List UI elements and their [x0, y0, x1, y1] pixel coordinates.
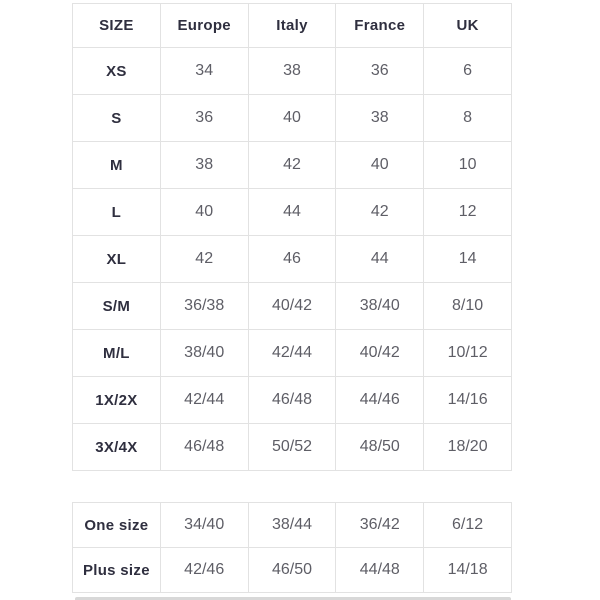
column-header: SIZE: [73, 4, 161, 48]
size-value-cell: 42/46: [160, 548, 248, 593]
row-label: XL: [73, 236, 161, 283]
table-row: [73, 95, 512, 142]
size-value-cell: 38/40: [336, 283, 424, 330]
row-label: 3X/4X: [73, 424, 161, 471]
size-value-cell: 36: [336, 48, 424, 95]
size-value-cell: 38: [160, 142, 248, 189]
table-row: [73, 142, 512, 189]
size-value-cell: 8: [424, 95, 512, 142]
size-value-cell: 14: [424, 236, 512, 283]
column-header: Europe: [160, 4, 248, 48]
size-value-cell: 48/50: [336, 424, 424, 471]
size-value-cell: 40/42: [248, 283, 336, 330]
column-header: France: [336, 4, 424, 48]
size-value-cell: 44: [248, 189, 336, 236]
size-value-cell: 6/12: [424, 503, 512, 548]
size-value-cell: 42: [248, 142, 336, 189]
size-value-cell: 46/50: [248, 548, 336, 593]
size-value-cell: 44/46: [336, 377, 424, 424]
header-row: [73, 4, 512, 48]
table-row: [73, 503, 512, 548]
size-table-header: [73, 4, 512, 48]
row-label: Plus size: [73, 548, 161, 593]
size-value-cell: 38: [248, 48, 336, 95]
one-size-table: [72, 502, 512, 593]
row-label: One size: [73, 503, 161, 548]
size-value-cell: 10/12: [424, 330, 512, 377]
size-value-cell: 46/48: [160, 424, 248, 471]
size-value-cell: 50/52: [248, 424, 336, 471]
size-value-cell: 14/16: [424, 377, 512, 424]
one-size-table-body: [73, 503, 512, 593]
size-value-cell: 12: [424, 189, 512, 236]
size-value-cell: 34: [160, 48, 248, 95]
size-value-cell: 42: [336, 189, 424, 236]
size-value-cell: 14/18: [424, 548, 512, 593]
size-value-cell: 8/10: [424, 283, 512, 330]
size-value-cell: 40: [248, 95, 336, 142]
size-value-cell: 6: [424, 48, 512, 95]
column-header: Italy: [248, 4, 336, 48]
size-value-cell: 44: [336, 236, 424, 283]
column-header: UK: [424, 4, 512, 48]
size-value-cell: 36: [160, 95, 248, 142]
size-value-cell: 36/38: [160, 283, 248, 330]
table-row: [73, 377, 512, 424]
row-label: M: [73, 142, 161, 189]
table-row: [73, 189, 512, 236]
size-value-cell: 10: [424, 142, 512, 189]
size-value-cell: 38: [336, 95, 424, 142]
row-label: 1X/2X: [73, 377, 161, 424]
size-value-cell: 34/40: [160, 503, 248, 548]
size-table-body: [73, 48, 512, 471]
size-conversion-table: [72, 3, 512, 471]
size-value-cell: 46: [248, 236, 336, 283]
row-label: S: [73, 95, 161, 142]
row-label: S/M: [73, 283, 161, 330]
size-value-cell: 18/20: [424, 424, 512, 471]
row-label: XS: [73, 48, 161, 95]
table-row: [73, 236, 512, 283]
table-row: [73, 424, 512, 471]
size-value-cell: 38/40: [160, 330, 248, 377]
size-value-cell: 38/44: [248, 503, 336, 548]
size-value-cell: 40: [160, 189, 248, 236]
table-row: [73, 548, 512, 593]
size-value-cell: 36/42: [336, 503, 424, 548]
size-value-cell: 44/48: [336, 548, 424, 593]
size-value-cell: 40/42: [336, 330, 424, 377]
size-value-cell: 40: [336, 142, 424, 189]
table-row: [73, 283, 512, 330]
table-row: [73, 48, 512, 95]
size-value-cell: 46/48: [248, 377, 336, 424]
size-value-cell: 42/44: [160, 377, 248, 424]
table-row: [73, 330, 512, 377]
size-value-cell: 42/44: [248, 330, 336, 377]
row-label: L: [73, 189, 161, 236]
size-value-cell: 42: [160, 236, 248, 283]
row-label: M/L: [73, 330, 161, 377]
